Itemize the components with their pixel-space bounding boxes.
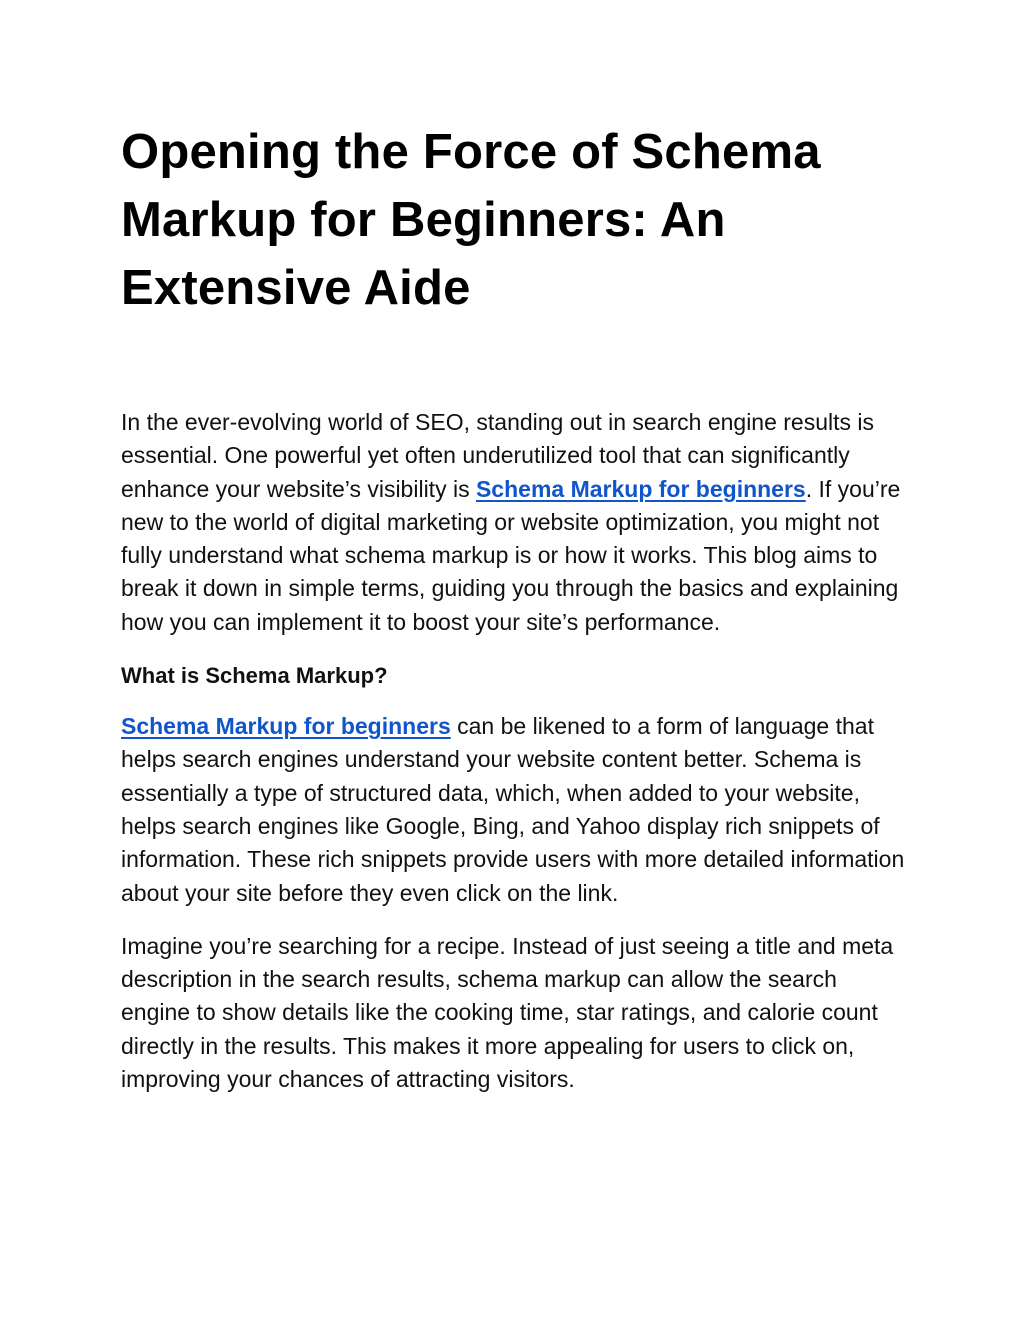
intro-text-after-link: . If you’re new to the world of digital marketing or website optimization, you might not fully understand what schema markup is or how it works. This blog aims to break it down in simple terms, guiding you through the basics and explaining how you can implement it to boost your site’s performance. [121, 475, 901, 635]
intro-text-before-link: In the ever-evolving world of SEO, standing out in search engine results is essential. One powerful yet often underutilized tool that can significantly enhance your website’s visibility is [121, 409, 875, 502]
section-heading: What is Schema Markup? [121, 663, 388, 689]
schema-markup-link-intro[interactable]: Schema Markup for beginners [475, 475, 806, 502]
section-paragraph-1 [121, 710, 911, 910]
section-paragraph-2: Imagine you’re searching for a recipe. Instead of just seeing a title and meta description in the search results, schema markup can allow the search engine to show details like the cooking time, star ratings, and calorie count directly in the results. This makes it more appealing for users to click on, improving your chances of attracting visitors. [121, 932, 894, 1093]
document-content [121, 118, 911, 1096]
section-paragraph-1-text: can be likened to a form of language that helps search engines understand your website content better. Schema is essentially a type of structured data, which, when added to your website, helps search engines like Google, Bing, and Yahoo display rich snippets of information. These rich snippets provide users with more detailed information about your site before they even click on the link. [121, 713, 905, 906]
page-title: Opening the Force of Schema Markup for Beginners: An Extensive Aide [121, 125, 821, 315]
intro-paragraph [121, 406, 911, 639]
schema-markup-link-section[interactable]: Schema Markup for beginners [121, 713, 451, 740]
